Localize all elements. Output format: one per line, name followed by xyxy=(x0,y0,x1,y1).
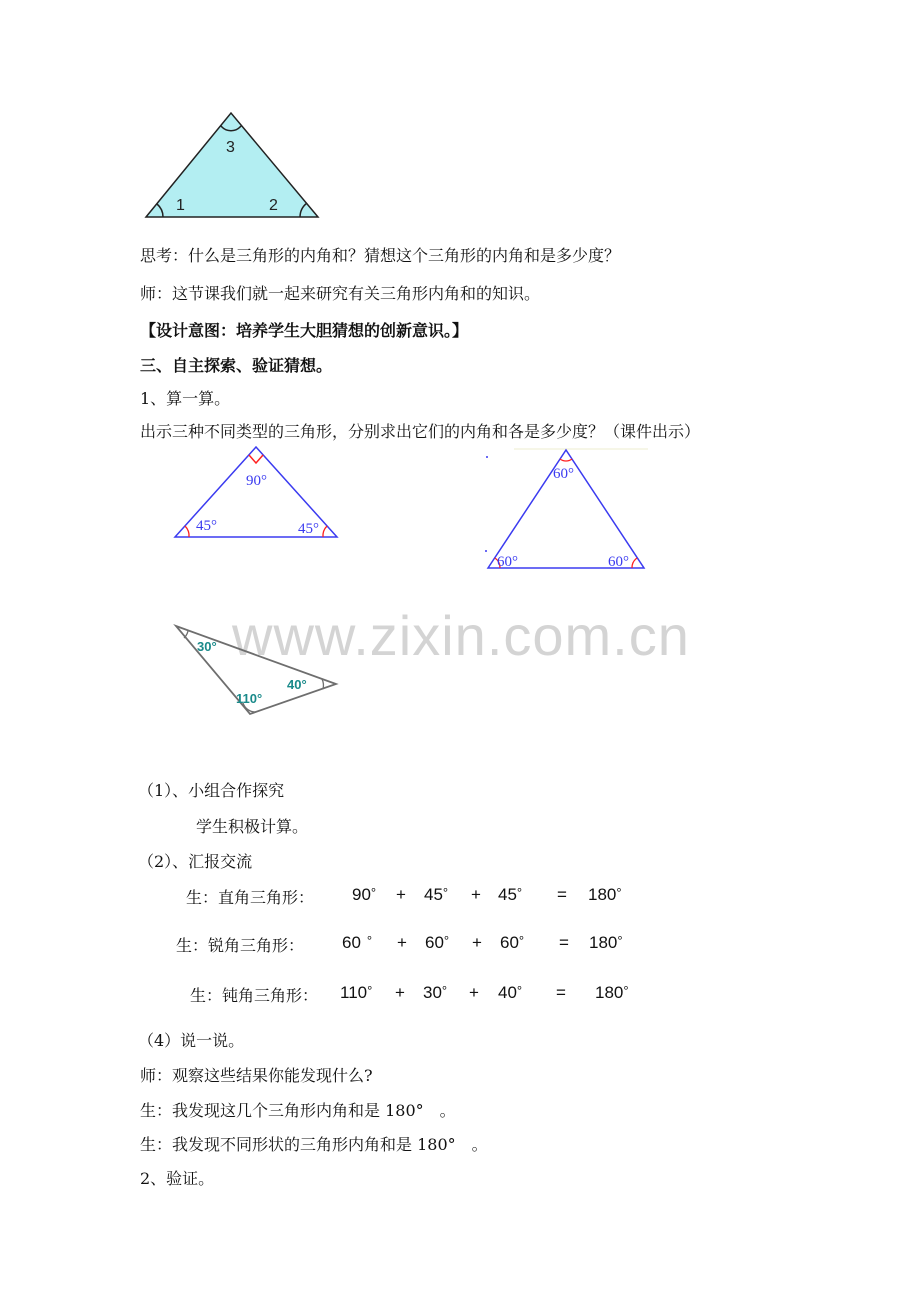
student-answer-2: 生：我发现不同形状的三角形内角和是 180° 。 xyxy=(140,1135,488,1154)
obtuse-triangle-top-angle: 30° xyxy=(197,639,217,654)
verify-title: 2、验证。 xyxy=(140,1169,215,1188)
watermark: www.zixin.com.cn xyxy=(232,604,690,667)
right-triangle-right-angle: 45° xyxy=(298,521,319,537)
calc-label-acute: 生：锐角三角形： xyxy=(176,936,305,955)
calc-b-right: 45 ° xyxy=(424,885,449,904)
angle-label-3: 3 xyxy=(226,139,235,156)
calc-a-acute: 60 ° xyxy=(342,933,373,952)
calc-eq-obtuse: = xyxy=(556,983,566,1002)
acute-triangle-right-angle: 60° xyxy=(608,554,629,570)
calc-b-obtuse: 30 ° xyxy=(423,983,448,1002)
step-one-title: 1、算一算。 xyxy=(140,389,231,408)
calc-c-right: 45 ° xyxy=(498,885,523,904)
calc-c-acute: 60 ° xyxy=(500,933,525,952)
calc-a-obtuse: 110 ° xyxy=(340,983,373,1002)
design-intent: 【设计意图：培养学生大胆猜想的创新意识。】 xyxy=(140,321,469,340)
calc-plus1-obtuse: + xyxy=(395,983,405,1002)
group-explore: （1）、小组合作探究 xyxy=(138,781,285,800)
calc-sum-acute: 180 ° xyxy=(589,933,623,952)
calc-a-right: 90 ° xyxy=(352,885,377,904)
calc-plus2-obtuse: + xyxy=(469,983,479,1002)
angle-arc-40 xyxy=(322,679,323,689)
calc-sum-obtuse: 180 ° xyxy=(595,983,629,1002)
calc-row-right xyxy=(0,885,920,909)
acute-triangle-left-angle: 60° xyxy=(497,554,518,570)
calc-plus2-right: + xyxy=(471,885,481,904)
show-triangles-text: 出示三种不同类型的三角形，分别求出它们的内角和各是多少度？（课件出示） xyxy=(140,422,701,441)
calc-plus2-acute: + xyxy=(472,933,482,952)
obtuse-triangle-bottom-angle: 110° xyxy=(236,691,263,706)
calc-label-obtuse: 生：钝角三角形： xyxy=(190,986,319,1005)
think-question: 思考：什么是三角形的内角和？猜想这个三角形的内角和是多少度？ xyxy=(140,246,621,265)
angle-label-2: 2 xyxy=(269,197,278,214)
student-answer-1: 生：我发现这几个三角形内角和是 180° 。 xyxy=(140,1101,456,1120)
report-exchange: （2）、汇报交流 xyxy=(138,852,253,871)
acute-triangle-top-angle: 60° xyxy=(553,466,574,482)
obtuse-triangle-right-angle: 40° xyxy=(287,677,307,692)
calc-label-right: 生：直角三角形： xyxy=(186,888,315,907)
calc-row-acute xyxy=(0,933,920,957)
calc-sum-right: 180 ° xyxy=(588,885,622,904)
right-triangle-top-angle: 90° xyxy=(246,473,267,489)
calc-plus1-acute: + xyxy=(397,933,407,952)
calc-eq-acute: = xyxy=(559,933,569,952)
calc-plus1-right: + xyxy=(396,885,406,904)
calc-b-acute: 60 ° xyxy=(425,933,450,952)
teacher-question: 师：观察这些结果你能发现什么? xyxy=(140,1066,373,1085)
teacher-intro: 师：这节课我们就一起来研究有关三角形内角和的知识。 xyxy=(140,284,541,303)
calc-c-obtuse: 40 ° xyxy=(498,983,523,1002)
calc-eq-right: = xyxy=(557,885,567,904)
right-triangle-left-angle: 45° xyxy=(196,518,217,534)
students-calculate: 学生积极计算。 xyxy=(196,817,309,836)
calc-row-obtuse xyxy=(0,983,920,1007)
section-three-title: 三、自主探索、验证猜想。 xyxy=(140,356,333,375)
say-it: （4）说一说。 xyxy=(138,1031,245,1050)
angle-label-1: 1 xyxy=(176,197,185,214)
